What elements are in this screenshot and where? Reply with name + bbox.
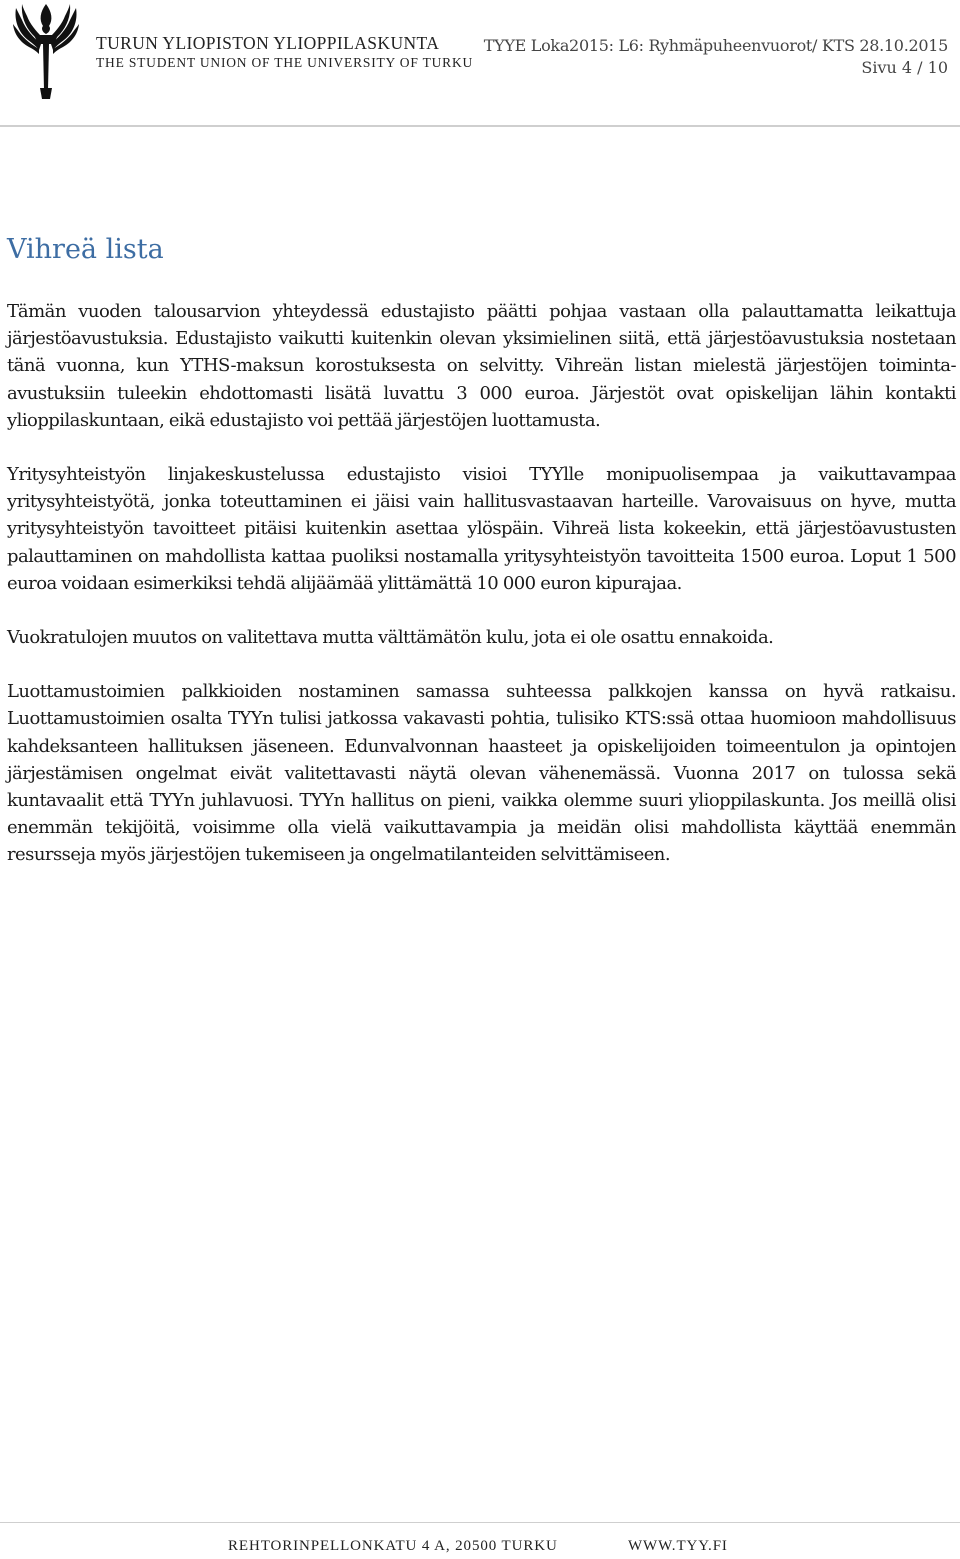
org-name-english: THE STUDENT UNION OF THE UNIVERSITY OF TURKU [96, 55, 474, 70]
paragraph: Tämän vuoden talousarvion yhteydessä edustajisto päätti pohjaa vastaan olla palauttamatta leikattuja järjestöavustuksia. Edustajisto vaikutti kuitenkin olevan yksimielinen siitä, että järjestöavustuksia nostetaan tänä vuonna, kun YTHS-maksun korostuksesta on selvitty. Vihreän listan mielestä järjestöjen toiminta-avustuksiin tuleekin ehdottomasti lisätä luvattu 3 000 euroa. Järjestöt ovat opiskelijan lähin kontakti ylioppilaskuntaan, eikä edustajisto voi pettää järjestöjen luottamusta. [7, 301, 956, 431]
footer-website: WWW.TYY.FI [628, 1538, 728, 1554]
paragraph: Yritysyhteistyön linjakeskustelussa edustajisto visioi TYYlle monipuolisempaa ja vaikuttavampaa yritysyhteistyötä, jonka toteuttaminen ei jäisi vain hallitusvastaavan harteille. Varovaisuus on hyve, mutta yritysyhteistyön tavoitteet pitäisi kuitenkin asettaa ylöspäin. Vihreä lista kokeekin, että järjestöavustusten palauttaminen on mahdollista kattaa puoliksi nostamalla yritysyhteistyön tavoitteita 1500 euroa. Loput 1 500 euroa voidaan esimerkiksi tehdä alijäämää ylittämättä 10 000 euron kipurajaa. [7, 464, 956, 594]
section-title: Vihreä lista [7, 234, 164, 265]
page-header [0, 0, 960, 104]
header-divider [0, 125, 960, 127]
footer-address: REHTORINPELLONKATU 4 A, 20500 TURKU [228, 1538, 558, 1554]
body-text [7, 298, 956, 896]
page-number: Sivu 4 / 10 [861, 58, 948, 77]
torch-flame-emblem-icon [12, 2, 80, 100]
footer-divider [0, 1522, 960, 1523]
paragraph: Luottamustoimien palkkioiden nostaminen samassa suhteessa palkkojen kanssa on hyvä ratkaisu. Luottamustoimien osalta TYYn tulisi jatkossa vakavasti pohtia, tulisiko KTS:ssä ottaa huomioon mahdollisuus kahdeksanteen hallituksen jäseneen. Edunvalvonnan haasteet ja opiskelijoiden toimeentulon ja opintojen järjestämisen ongelmat eivät valitettavasti näytä olevan vähenemässä. Vuonna 2017 on tulossa sekä kuntavaalit että TYYn juhlavuosi. TYYn hallitus on pieni, vaikka olemme suuri ylioppilaskunta. Jos meillä olisi enemmän tekijöitä, voisimme olla vielä vaikuttavampia ja meidän olisi mahdollista käyttää enemmän resursseja myös järjestöjen tukemiseen ja ongelmatilanteiden selvittämiseen. [7, 681, 956, 866]
paragraph: Vuokratulojen muutos on valitettava mutta välttämätön kulu, jota ei ole osattu ennakoida. [7, 627, 774, 649]
document-reference: TYYE Loka2015: L6: Ryhmäpuheenvuorot/ KTS 28.10.2015 [483, 36, 948, 55]
org-name-finnish: TURUN YLIOPISTON YLIOPPILASKUNTA [96, 33, 440, 53]
